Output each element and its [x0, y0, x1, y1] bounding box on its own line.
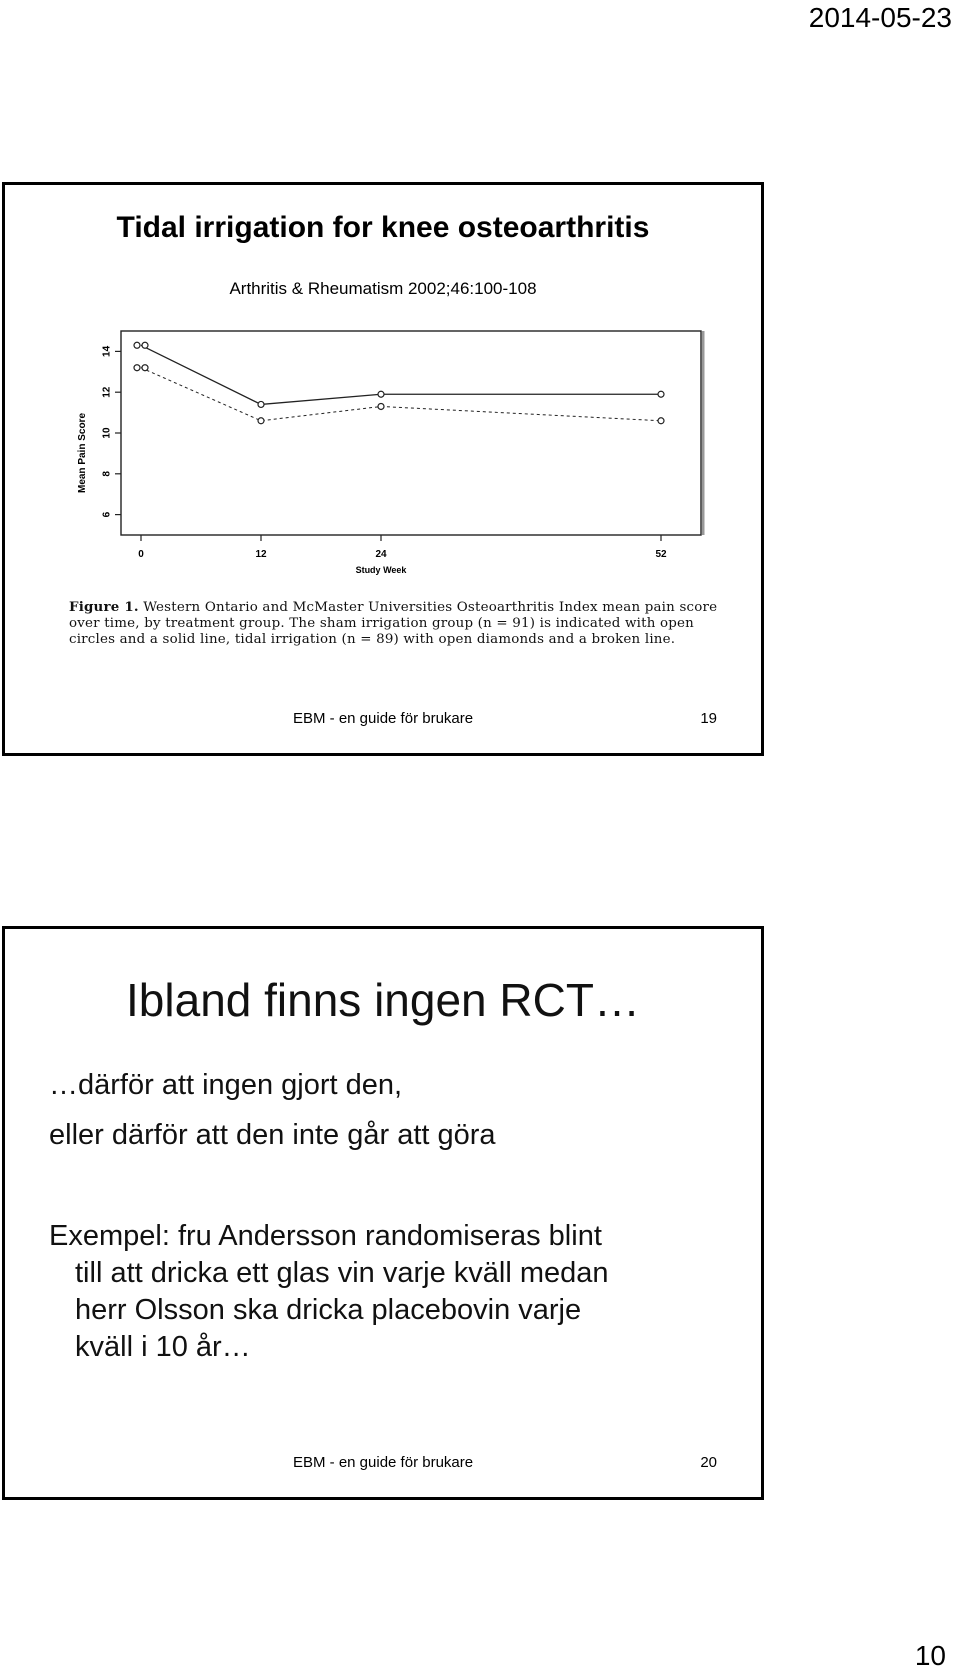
y-tick-label: 12 — [101, 386, 113, 398]
data-point — [258, 401, 264, 407]
data-point — [142, 342, 148, 348]
data-point — [134, 365, 140, 371]
example-line: till att dricka ett glas vin varje kväll medan — [75, 1257, 609, 1289]
slide-number: 19 — [700, 710, 717, 727]
figure-caption-label: Figure 1. — [69, 599, 139, 615]
figure-caption-text: Western Ontario and McMaster Universities Osteoarthritis Index mean pain score over time, by treatment group. The sham irrigation group (n = 91) is indicated with open circles and a solid line, tidal irrigation (n = 89) with open diamonds and a broken line. — [69, 600, 718, 647]
x-tick-label: 0 — [138, 549, 144, 560]
x-tick-label: 24 — [375, 549, 387, 560]
example-paragraph — [49, 1218, 749, 1366]
slide-title: Ibland finns ingen RCT… — [126, 974, 640, 1026]
text-line: eller därför att den inte går att göra — [49, 1119, 496, 1151]
slide-title: Tidal irrigation for knee osteoarthritis — [116, 211, 650, 244]
figure-caption — [69, 599, 729, 648]
plot-frame — [121, 331, 701, 535]
citation: Arthritis & Rheumatism 2002;46:100-108 — [229, 279, 537, 298]
x-axis-label: Study Week — [355, 565, 407, 575]
page-date: 2014-05-23 — [808, 2, 952, 33]
y-axis-label: Mean Pain Score — [77, 412, 88, 494]
y-tick-label: 6 — [101, 511, 113, 518]
data-point — [258, 418, 264, 424]
y-tick-label: 10 — [101, 427, 113, 439]
x-tick-label: 52 — [655, 549, 667, 560]
slide-footer-label: EBM - en guide för brukare — [293, 1454, 474, 1471]
slide-19 — [2, 182, 764, 756]
example-line: Exempel: fru Andersson randomiseras blint — [49, 1220, 602, 1252]
line-chart — [61, 323, 741, 593]
slide-20 — [2, 926, 764, 1500]
data-point — [134, 342, 140, 348]
y-tick-label: 14 — [101, 345, 113, 357]
data-point — [378, 391, 384, 397]
page-number: 10 — [914, 1640, 946, 1671]
series-line — [141, 345, 661, 404]
example-line: herr Olsson ska dricka placebovin varje — [75, 1294, 582, 1326]
data-point — [142, 365, 148, 371]
figure — [61, 323, 741, 695]
data-point — [658, 391, 664, 397]
y-tick-label: 8 — [101, 471, 113, 477]
slide-number: 20 — [700, 1454, 717, 1471]
slide-footer-label: EBM - en guide för brukare — [293, 710, 474, 727]
x-tick-label: 12 — [255, 549, 267, 560]
example-line: kväll i 10 år… — [75, 1331, 251, 1363]
data-point — [378, 403, 384, 409]
data-point — [658, 418, 664, 424]
text-line: …därför att ingen gjort den, — [49, 1069, 403, 1101]
